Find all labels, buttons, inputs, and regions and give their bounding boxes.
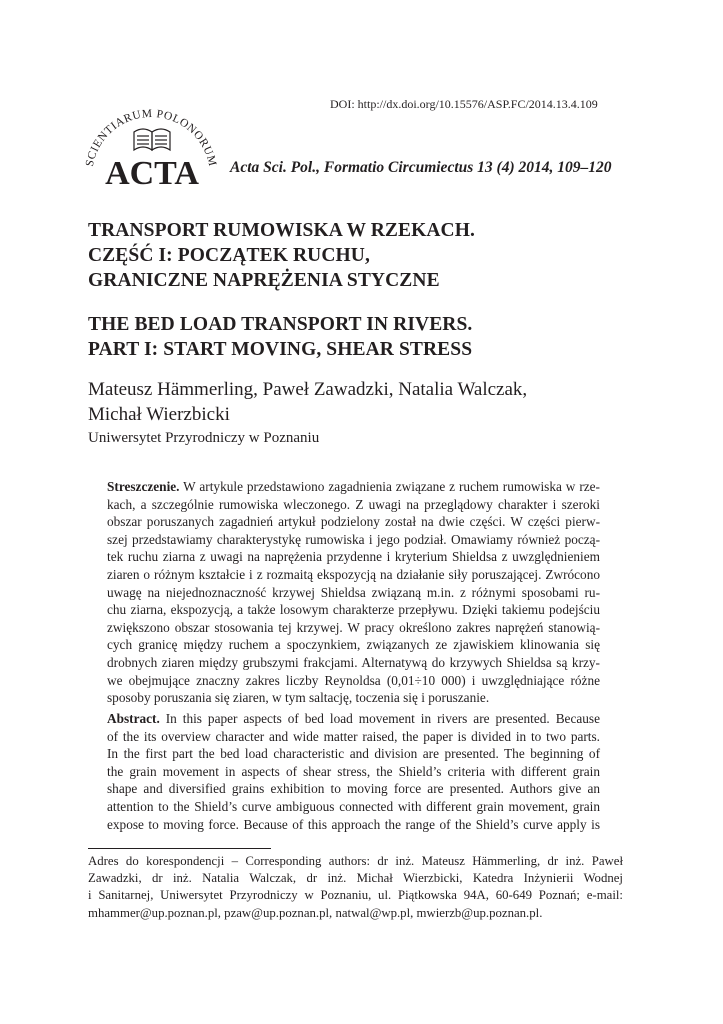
- title-line: TRANSPORT RUMOWISKA W RZEKACH.: [88, 220, 475, 241]
- paragraph-line: kach, a szczególnie rumowiska wleczonego. Z uwagi na przeglądowy charakter i szeroki: [107, 496, 600, 512]
- paragraph-line: tek ruchu ziarna z uwagi na naprężenia przydenne i kryterium Shieldsa z uwzględnieniem: [107, 549, 600, 565]
- doi-link[interactable]: DOI: http://dx.doi.org/10.15576/ASP.FC/2014.13.4.109: [330, 97, 598, 111]
- footnote-line: Zawadzki, dr inż. Natalia Walczak, dr inż. Michał Wierzbicki, Katedra Inżynierii Wodnej: [88, 871, 623, 886]
- title-line: THE BED LOAD TRANSPORT IN RIVERS.: [88, 314, 473, 335]
- paragraph-line: sposoby poruszania się ziaren, w tym saltację, toczenia się i poruszanie.: [107, 690, 490, 706]
- streszczenie-label: Streszczenie.: [107, 479, 180, 494]
- paragraph-line: attention to the Shield’s curve ambiguous connected with different grain movement, grain: [107, 798, 600, 814]
- paragraph-line: obszar poruszanych zagadnień artykuł podzielony został na dwie części. W części pierw-: [107, 514, 600, 530]
- paragraph-line: chu ziarna, ekspozycją, a także losowym charakterze przepływu. Dzięki takiemu podejściu: [107, 602, 600, 618]
- paragraph-line: cych granicę między ruchem a spoczynkiem, związanych ze zjawiskiem klinowania się: [107, 637, 600, 653]
- footnote: [88, 853, 623, 922]
- footnote-divider: [88, 848, 271, 849]
- acta-logo: [80, 88, 230, 188]
- logo-arc-text: SCIENTIARUM POLONORUM: [83, 107, 219, 168]
- paragraph-line: zwiększono obszar stosowania tej krzywej. W pracy określono zakres naprężeń stanowią-: [107, 619, 600, 635]
- journal-citation: Acta Sci. Pol., Formatio Circumiectus 13 (4) 2014, 109–120: [230, 159, 612, 176]
- title-line: PART I: START MOVING, SHEAR STRESS: [88, 339, 473, 360]
- book-icon: [134, 129, 170, 150]
- paragraph-line: Abstract. In this paper aspects of bed load movement in rivers are presented. Because: [107, 711, 600, 726]
- title-english: [88, 312, 472, 362]
- abstract-label: Abstract.: [107, 711, 160, 726]
- title-line: GRANICZNE NAPRĘŻENIA STYCZNE: [88, 270, 440, 291]
- paragraph-line: the grain movement in aspects of shear stress, the Shield’s criteria with different grain: [107, 763, 600, 779]
- paragraph-line: szej przedstawiamy charakterystykę rumowiska i jego podział. Omawiamy również począ-: [107, 531, 600, 547]
- paragraph-line: uwagę na niejednoznaczność krzywej Shieldsa związaną m.in. z różnymi sposobami ru-: [107, 584, 600, 600]
- logo-wordmark: ACTA: [105, 155, 199, 188]
- paragraph-line: shape and diversified grains exhibition to moving force are presented. Authors give an: [107, 781, 600, 797]
- footnote-line: mhammer@up.poznan.pl, pzaw@up.poznan.pl, natwal@wp.pl, mwierzb@up.poznan.pl.: [88, 905, 543, 920]
- title-line: CZĘŚĆ I: POCZĄTEK RUCHU,: [88, 245, 370, 266]
- paragraph-line: Streszczenie. W artykule przedstawiono zagadnienia związane z ruchem rumowiska w rze-: [107, 479, 600, 494]
- authors: [88, 377, 527, 427]
- title-polish: [88, 218, 475, 293]
- paragraph-line: expose to moving force. Because of this approach the range of the Shield’s curve apply is: [107, 816, 600, 832]
- paragraph-line: ziaren o różnym kształcie i z rozmaitą ekspozycją na działanie siły poruszającej. Zwrócono: [107, 566, 600, 582]
- footnote-line: i Sanitarnej, Uniwersytet Przyrodniczy w Poznaniu, ul. Piątkowska 94A, 60-649 Poznań; e-mail:: [88, 888, 623, 903]
- affiliation: Uniwersytet Przyrodniczy w Poznaniu: [88, 430, 320, 446]
- paragraph-line: we obejmujące znaczny zakres liczby Reynoldsa (0,01÷10 000) i uwzględniające różne: [107, 672, 600, 688]
- author-line: Mateusz Hämmerling, Paweł Zawadzki, Natalia Walczak,: [88, 379, 528, 400]
- paragraph-line: of the its overview character and wide matter raised, the paper is divided in to two parts.: [107, 728, 600, 744]
- paragraph-line: drobnych ziaren między grubszymi frakcjami. Alternatywą do krzywych Shieldsa są krzy-: [107, 654, 600, 670]
- abstract-paragraph: [107, 710, 600, 833]
- streszczenie-paragraph: [107, 478, 600, 707]
- paragraph-line: In the first part the bed load characteristic and division are presented. The beginning of: [107, 746, 600, 762]
- footnote-line: Adres do korespondencji – Corresponding authors: dr inż. Mateusz Hämmerling, dr inż. Paweł: [88, 854, 623, 868]
- author-line: Michał Wierzbicki: [88, 404, 230, 425]
